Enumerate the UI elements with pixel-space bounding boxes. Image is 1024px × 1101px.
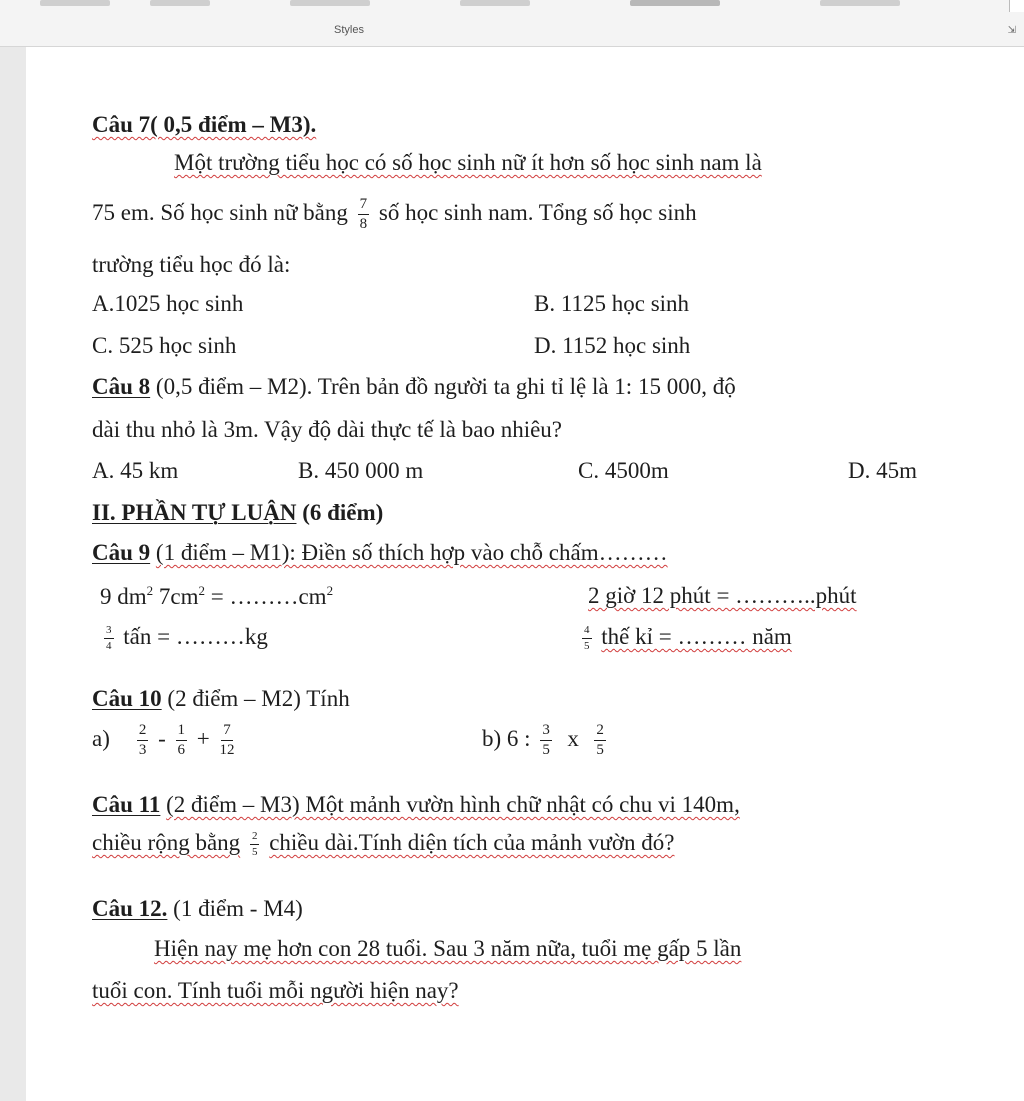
q10-part-a: a) $\frac{2}{3}$ - $\frac{1}{6}$ + $\frac{7}{12}$ [92, 722, 235, 758]
q12-line3: tuổi con. Tính tuổi mỗi người hiện nay? [92, 978, 459, 1003]
q11-heading: Câu 11 [92, 792, 161, 817]
q9-line1: Câu 9 (1 điểm – M1): Điền số thích hợp vào chỗ chấm……… [92, 540, 668, 565]
q7-fraction: $\frac{7}{8}$ [359, 196, 368, 232]
ribbon-fragment [460, 0, 530, 6]
q10-b-fraction-2: $\frac{2}{5}$ [596, 722, 604, 758]
ribbon-fragment [630, 0, 720, 6]
q8-line1: Câu 8 (0,5 điểm – M2). Trên bản đồ người ta ghi tỉ lệ là 1: 15 000, độ [92, 374, 736, 399]
q10-part-b: b) 6 : $\frac{3}{5}$ x $\frac{2}{5}$ [482, 722, 604, 758]
q8-option-b: B. 450 000 m [298, 458, 424, 483]
q9-heading: Câu 9 [92, 540, 151, 565]
q8-option-d: D. 45m [848, 458, 917, 483]
q7-option-d: D. 1152 học sinh [534, 333, 691, 358]
q7-option-c: C. 525 học sinh [92, 333, 237, 358]
q10-a-fraction-1: $\frac{2}{3}$ [138, 722, 147, 758]
q8-heading: Câu 8 [92, 374, 151, 399]
dialog-launcher-icon[interactable]: ⇲ [1007, 25, 1016, 36]
q9-item2: 2 giờ 12 phút = ………..phút [588, 583, 857, 608]
q7-line2: 75 em. Số học sinh nữ bằng $\frac{7}{8}$ số học sinh nam. Tổng số học sinh [92, 196, 697, 232]
ribbon-fragment [40, 0, 110, 6]
q11-line1: Câu 11 (2 điểm – M3) Một mảnh vườn hình chữ nhật có chu vi 140m, [92, 792, 740, 817]
q12-line2: Hiện nay mẹ hơn con 28 tuổi. Sau 3 năm nữa, tuổi mẹ gấp 5 lần [154, 936, 742, 961]
q9-item1: 9 $dm^2$ $7cm^2$ = $\dots\dots\dots cm^2$ [100, 583, 334, 609]
ribbon-toolbar [0, 0, 1024, 47]
q11-fraction: $\frac{2}{5}$ [251, 830, 258, 859]
q10-a-fraction-3: $\frac{7}{12}$ [219, 722, 235, 758]
q11-line2: chiều rộng bằng $\frac{2}{5}$ chiều dài.Tính diện tích của mảnh vườn đó? [92, 830, 675, 859]
q7-line1: Một trường tiểu học có số học sinh nữ ít hơn số học sinh nam là [174, 150, 762, 175]
document-page [26, 47, 1024, 1101]
q7-line3: trường tiểu học đó là: [92, 252, 291, 277]
q9-item3-fraction: $\frac{3}{4}$ [106, 624, 112, 653]
q7-option-a: A.1025 học sinh [92, 291, 244, 316]
q10-b-fraction-1: $\frac{3}{5}$ [542, 722, 550, 758]
q9-item3: $\frac{3}{4}$ tấn = ………kg [106, 624, 268, 653]
document-margin [0, 47, 26, 1101]
q10-line1: Câu 10 (2 điểm – M2) Tính [92, 686, 350, 711]
ribbon-scroll-button[interactable] [1009, 0, 1024, 12]
q7-heading: Câu 7( 0,5 điểm – M3). [92, 112, 317, 137]
q12-line1: Câu 12. (1 điểm - M4) [92, 896, 303, 921]
q10-a-fraction-2: $\frac{1}{6}$ [177, 722, 186, 758]
q8-option-a: A. 45 km [92, 458, 179, 483]
q7-option-b: B. 1125 học sinh [534, 291, 690, 316]
styles-group-label: Styles [334, 24, 364, 36]
q9-item4-fraction: $\frac{4}{5}$ [584, 624, 590, 653]
q8-line2: dài thu nhỏ là 3m. Vậy độ dài thực tế là bao nhiêu? [92, 417, 563, 442]
ribbon-fragment [150, 0, 210, 6]
part2-heading: II. PHẦN TỰ LUẬN (6 điểm) [92, 500, 384, 525]
q12-heading: Câu 12. [92, 896, 168, 921]
q9-item4: $\frac{4}{5}$ thế kỉ = ……… năm [584, 624, 792, 653]
ribbon-fragment [290, 0, 370, 6]
ribbon-fragment [820, 0, 900, 6]
q8-option-c: C. 4500m [578, 458, 669, 483]
q10-heading: Câu 10 [92, 686, 162, 711]
